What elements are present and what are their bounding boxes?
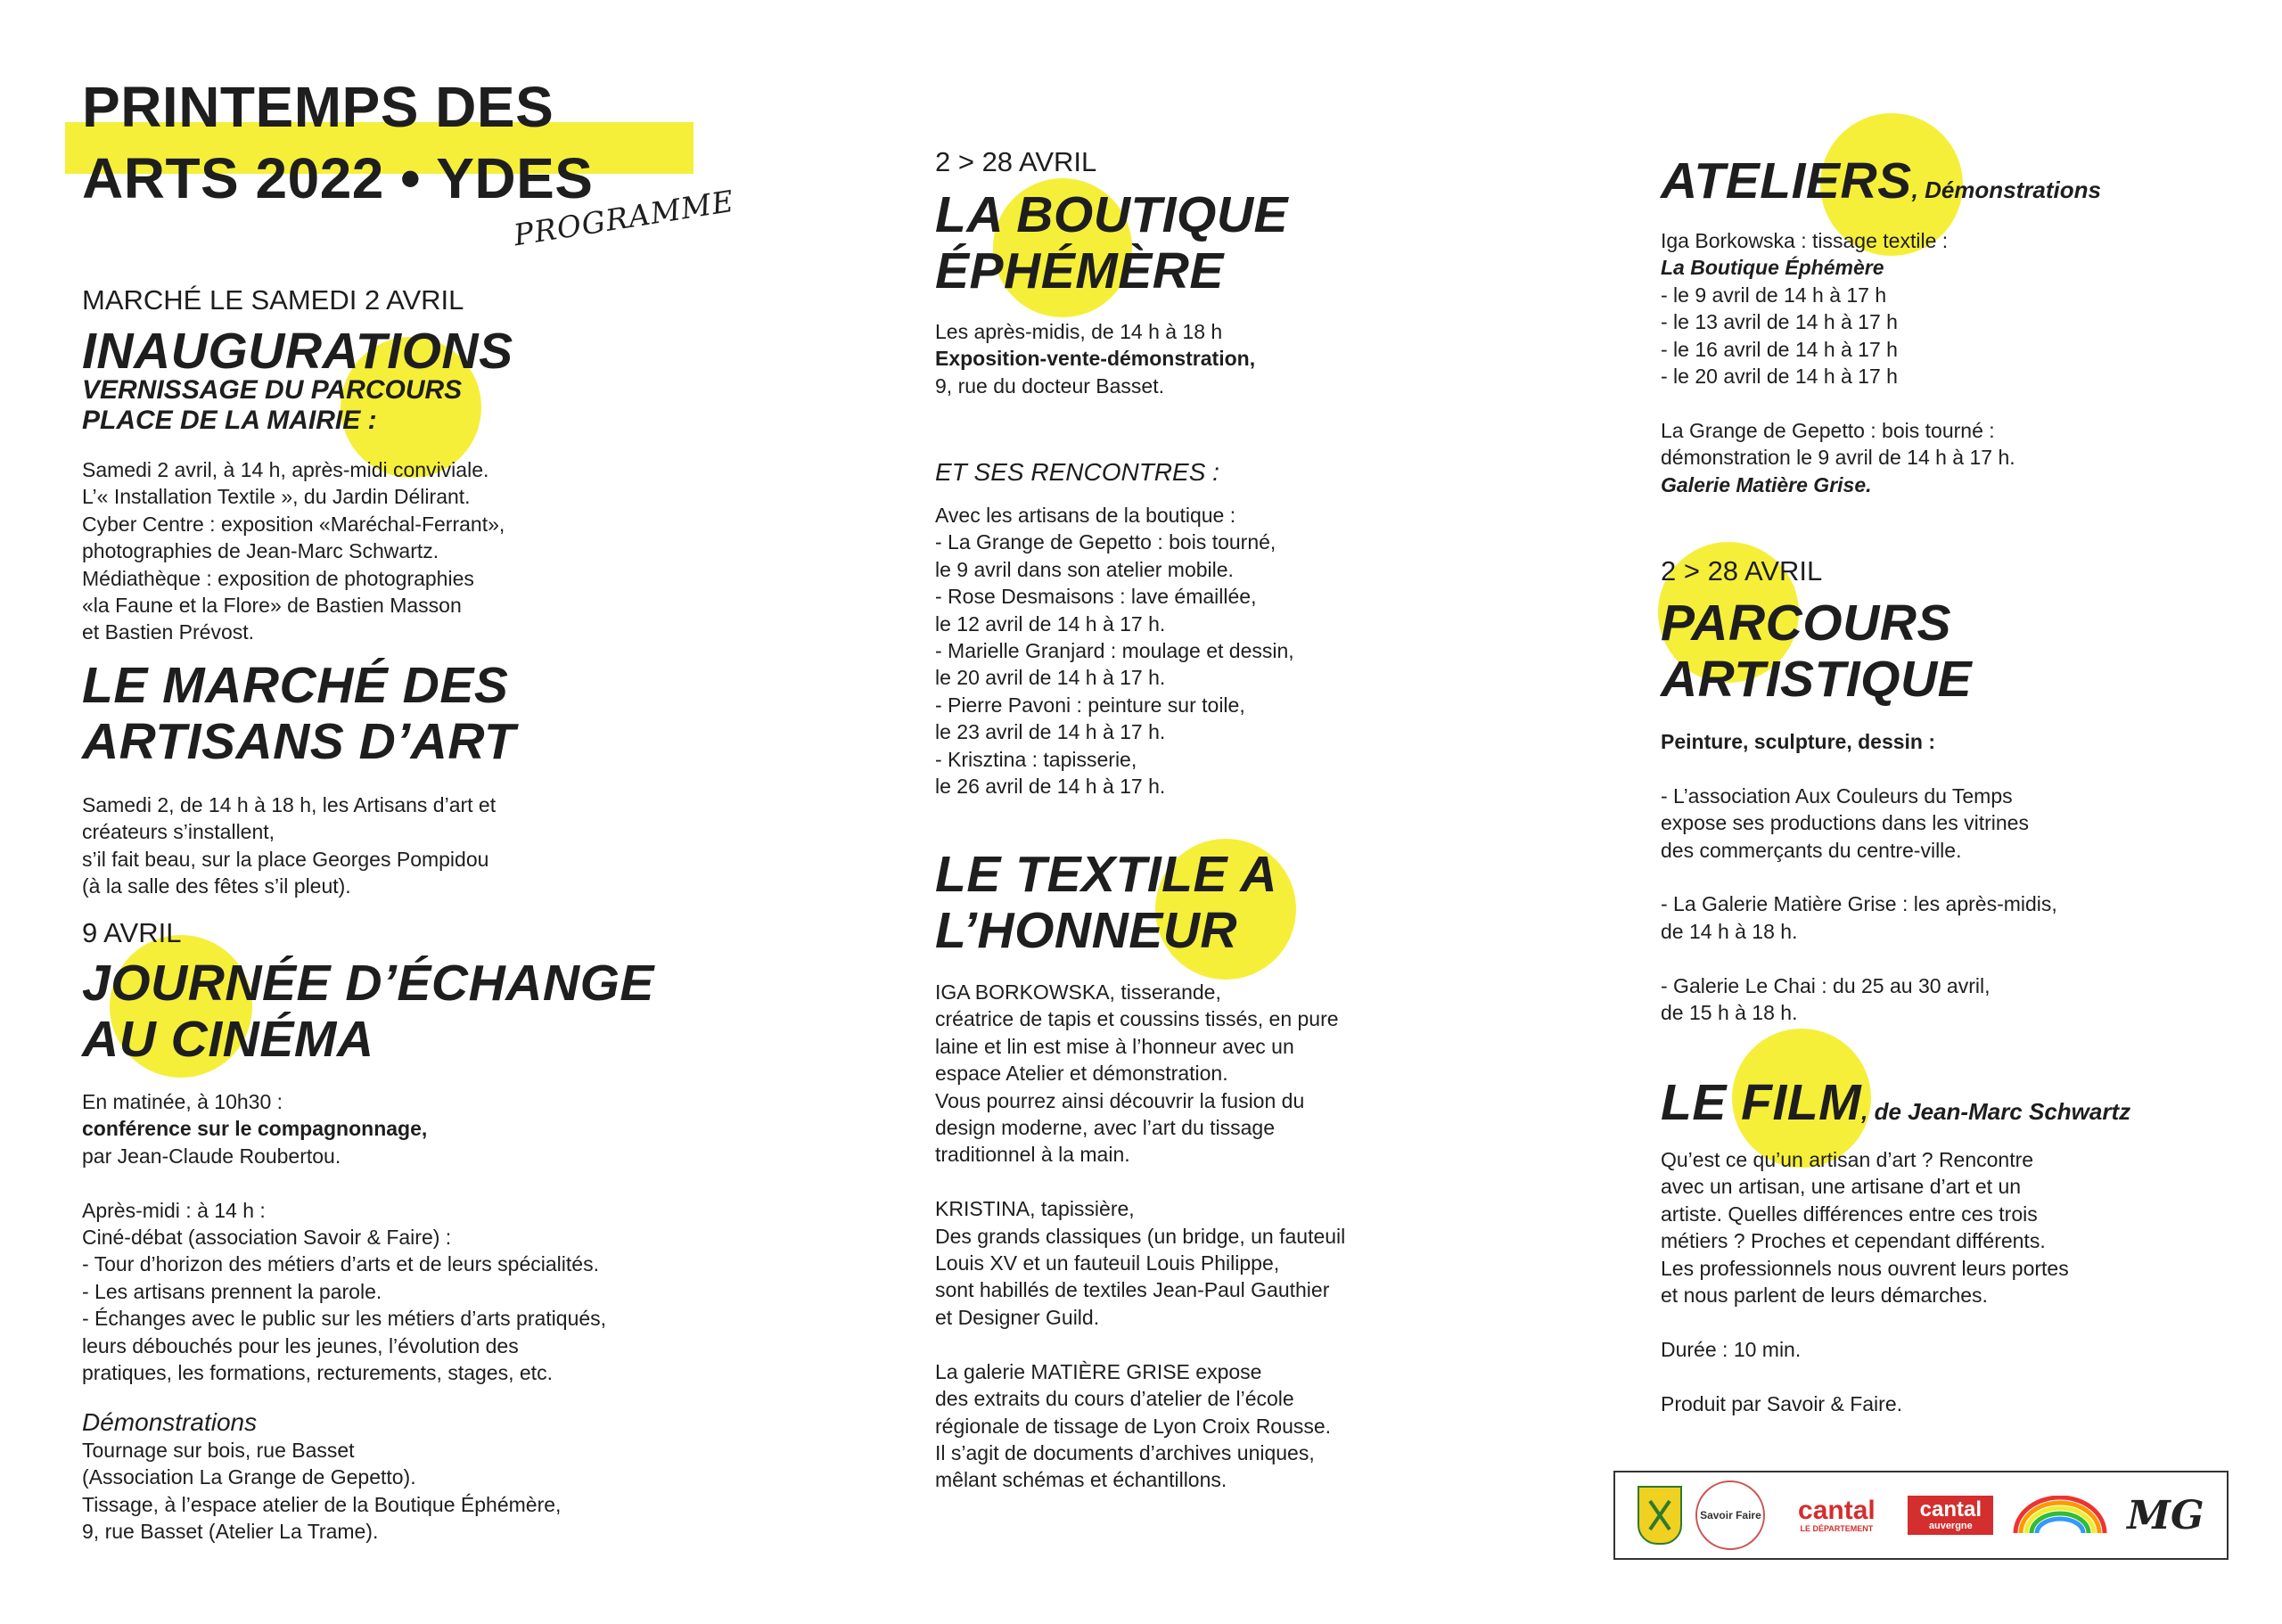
parcours-kicker: 2 > 28 AVRIL [1661,555,1823,586]
coat-of-arms-logo [1638,1486,1682,1545]
text-line: Avec les artisans de la boutique : [935,504,1236,527]
text-line: Samedi 2 avril, à 14 h, après-midi conviviale. [82,458,489,481]
text-line: - L’association Aux Couleurs du Temps [1661,783,2013,808]
marche-artisans-title-2: ARTISANS D’ART [82,713,516,770]
subtitle-programme: PROGRAMME [511,183,737,253]
text-line [1661,864,2231,890]
ateliers-suffix: , Démonstrations [1911,176,2101,203]
text-line: Durée : 10 min. [1661,1337,1802,1361]
text-line: leurs débouchés pour les jeunes, l’évolution des [82,1333,519,1357]
text-line [1661,254,2231,281]
text-line [1661,1363,2231,1390]
text-line: - Échanges avec le public sur les métiers d’arts pratiqués, [82,1307,607,1331]
text-line: mêlant schémas et échantillons. [935,1468,1227,1492]
text-line: le 12 avril de 14 h à 17 h. [935,611,1166,636]
text-line [1661,728,2231,755]
inaugurations-subtitle-1: VERNISSAGE DU PARCOURS [82,375,463,405]
text-line: Samedi 2, de 14 h à 18 h, les Artisans d’art et [82,793,497,816]
text-line: (Association La Grange de Gepetto). [82,1465,416,1489]
text-line: - le 9 avril de 14 h à 17 h [1661,283,1887,307]
film-heading [1661,1075,2130,1131]
text-line: (à la salle des fêtes s’il pleut). [82,874,351,898]
text-line: Vous pourrez ainsi découvrir la fusion du [935,1088,1305,1112]
text-line: - le 13 avril de 14 h à 17 h [1661,310,1898,334]
cantal-departement-logo [1778,1497,1894,1533]
text-line: - Rose Desmaisons : lave émaillée, [935,585,1257,609]
text-line: KRISTINA, tapissière, [935,1197,1135,1221]
journee-title-2: AU CINÉMA [82,1011,374,1068]
text-line: IGA BORKOWSKA, tisserande, [935,980,1221,1004]
film-suffix: , de Jean-Marc Schwartz [1861,1098,2131,1125]
boutique-title-2: ÉPHÉMÈRE [935,242,1224,299]
text-line: Ciné-débat (association Savoir & Faire) : [82,1226,452,1250]
text-line: le 26 avril de 14 h à 17 h. [935,775,1166,799]
text-line: - Marielle Granjard : moulage et dessin, [935,639,1294,663]
text-bold-italic: La Boutique Éphémère [1661,256,1884,280]
text-line: sont habillés de textiles Jean-Paul Gauthier [935,1278,1330,1302]
marche-body [82,791,653,900]
text-line: régionale de tissage de Lyon Croix Rousse. [935,1414,1332,1438]
text-bold-italic: Galerie Matière Grise. [1661,472,1872,496]
text-line: - Galerie Le Chai : du 25 au 30 avril, [1661,973,1991,997]
marche-kicker: MARCHÉ LE SAMEDI 2 AVRIL [82,284,464,316]
text-line: traditionnel à la main. [935,1143,1130,1167]
text-bold: Peinture, sculpture, dessin : [1661,730,1936,753]
parcours-title-1: PARCOURS [1661,595,1951,652]
text-line: Tissage, à l’espace atelier de la Boutique Éphémère, [82,1492,562,1516]
journee-title-1: JOURNÉE D’ÉCHANGE [82,955,654,1012]
text-line: - le 20 avril de 14 h à 17 h [1661,365,1898,389]
text-line [1661,945,2231,972]
film-title: LE FILM [1661,1074,1862,1131]
boutique-title-1: LA BOUTIQUE [935,186,1289,243]
text-line: de 14 h à 18 h. [1661,919,1798,943]
cantal-auv-text: cantal [1919,1497,1982,1521]
text-line: des extraits du cours d’atelier de l’école [935,1387,1294,1411]
rainbow-logo [2007,1496,2114,1535]
text-line: créateurs s’installent, [82,820,275,844]
text-line: Il s’agit de documents d’archives uniques, [935,1440,1315,1464]
text-line: - Les artisans prennent la parole. [82,1279,382,1303]
inaugurations-title: INAUGURATIONS [82,323,513,380]
demonstrations-title: Démonstrations [82,1408,258,1436]
text-line: Produit par Savoir & Faire. [1661,1391,1903,1415]
text-line [1661,755,2231,782]
text-line: expose ses productions dans les vitrines [1661,811,2029,835]
textile-title-1: LE TEXTILE A [935,846,1277,903]
page-title-line2: ARTS 2022 • YDES [82,146,594,210]
text-line: Les après-midis, de 14 h à 18 h [935,320,1223,343]
boutique-kicker: 2 > 28 AVRIL [935,146,1097,177]
text-line [82,1115,688,1142]
text-line: Tournage sur bois, rue Basset [82,1439,355,1462]
text-line: démonstration le 9 avril de 14 h à 17 h. [1661,446,2015,470]
text-line: laine et lin est mise à l’honneur avec un [935,1034,1294,1058]
text-line: design moderne, avec l’art du tissage [935,1116,1275,1140]
text-line: - Tour d’horizon des métiers d’arts et de leurs spécialités. [82,1252,599,1276]
text-line [935,1169,1541,1195]
parcours-title-2: ARTISTIQUE [1661,651,1973,708]
rencontres-body [935,502,1506,800]
text-line: Après-midi : à 14 h : [82,1198,266,1222]
text-line: le 20 avril de 14 h à 17 h. [935,666,1166,690]
text-line: En matinée, à 10h30 : [82,1090,283,1113]
text-line: La galerie MATIÈRE GRISE expose [935,1359,1262,1383]
savoir-faire-logo [1695,1480,1765,1550]
text-line: photographies de Jean-Marc Schwartz. [82,539,439,563]
text-line: L’« Installation Textile », du Jardin Délirant. [82,485,471,509]
text-line: et Designer Guild. [935,1305,1100,1329]
rainbow-icon [2007,1496,2114,1535]
text-line: espace Atelier et démonstration. [935,1062,1228,1086]
text-line: Iga Borkowska : tissage textile : [1661,229,1949,252]
ateliers-title: ATELIERS [1661,152,1912,209]
cantal-auv-sub: auvergne [1928,1521,1973,1531]
text-line: «la Faune et la Flore» de Bastien Masson [82,594,462,618]
text-line: de 15 h à 18 h. [1661,1001,1798,1025]
film-body [1661,1146,2231,1417]
page-title-line1: PRINTEMPS DES [82,75,554,139]
text-line: et nous parlent de leurs démarches. [1661,1284,1988,1308]
mg-text: MG [2127,1492,2204,1538]
text-line: 9, rue du docteur Basset. [935,373,1164,398]
text-line: Cyber Centre : exposition «Maréchal-Ferrant», [82,512,505,536]
text-line: par Jean-Claude Roubertou. [82,1144,341,1168]
text-line: - le 16 avril de 14 h à 17 h [1661,337,1898,361]
text-line [935,345,1506,372]
journee-body [82,1088,688,1386]
parcours-body [1661,728,2231,1026]
text-line [1661,390,2231,416]
ateliers-heading [1661,153,2101,209]
marche-artisans-title-1: LE MARCHÉ DES [82,657,509,714]
text-line: - Krisztina : tapisserie, [935,747,1137,771]
savoir-faire-text: Savoir Faire [1700,1509,1761,1521]
text-line: Médiathèque : exposition de photographies [82,566,474,590]
text-line: et Bastien Prévost. [82,620,255,644]
text-line: créatrice de tapis et coussins tissés, en pure [935,1007,1339,1031]
text-line: Louis XV et un fauteuil Louis Philippe, [935,1251,1280,1275]
text-line: Qu’est ce qu’un artisan d’art ? Rencontre [1661,1148,2034,1171]
text-line: des commerçants du centre-ville. [1661,838,1962,862]
journee-kicker: 9 AVRIL [82,917,182,948]
cantal-dept-text: cantal [1798,1496,1876,1525]
text-line: 9, rue Basset (Atelier La Trame). [82,1520,379,1544]
rencontres-title: ET SES RENCONTRES : [935,458,1219,486]
text-line: Les professionnels nous ouvrent leurs portes [1661,1256,2069,1280]
text-bold: conférence sur le compagnonnage, [82,1117,428,1141]
cantal-dept-sub: LE DÉPARTEMENT [1800,1524,1874,1533]
text-bold: Exposition-vente-démonstration, [935,347,1256,371]
keys-icon [1646,1497,1673,1533]
text-line: - La Grange de Gepetto : bois tourné, [935,530,1276,554]
text-line [82,1169,688,1196]
text-line: La Grange de Gepetto : bois tourné : [1661,418,1995,442]
textile-body [935,979,1541,1494]
boutique-body [935,318,1506,399]
mg-logo [2127,1493,2204,1538]
textile-title-2: L’HONNEUR [935,902,1238,959]
text-line [1661,472,2231,498]
sponsor-logos-box [1613,1471,2229,1560]
ateliers-body [1661,227,2231,498]
text-line: le 9 avril dans son atelier mobile. [935,557,1234,581]
text-line: métiers ? Proches et cependant différents. [1661,1229,2046,1253]
text-line: avec un artisan, une artisane d’art et un [1661,1175,2022,1199]
text-line: pratiques, les formations, recturements, stages, etc. [82,1361,553,1385]
text-line [935,1331,1541,1357]
text-line: s’il fait beau, sur la place Georges Pompidou [82,847,489,871]
inaugurations-subtitle-2: PLACE DE LA MAIRIE : [82,406,377,435]
text-line: - La Galerie Matière Grise : les après-midis, [1661,892,2057,916]
text-line: - Pierre Pavoni : peinture sur toile, [935,693,1245,717]
text-line [1661,1308,2231,1335]
text-line: le 23 avril de 14 h à 17 h. [935,720,1166,744]
demonstrations-body [82,1437,688,1546]
inaugurations-body [82,456,653,646]
text-line: artiste. Quelles différences entre ces trois [1661,1202,2038,1226]
cantal-auvergne-logo [1908,1496,1993,1535]
text-line: Des grands classiques (un bridge, un fauteuil [935,1224,1346,1248]
